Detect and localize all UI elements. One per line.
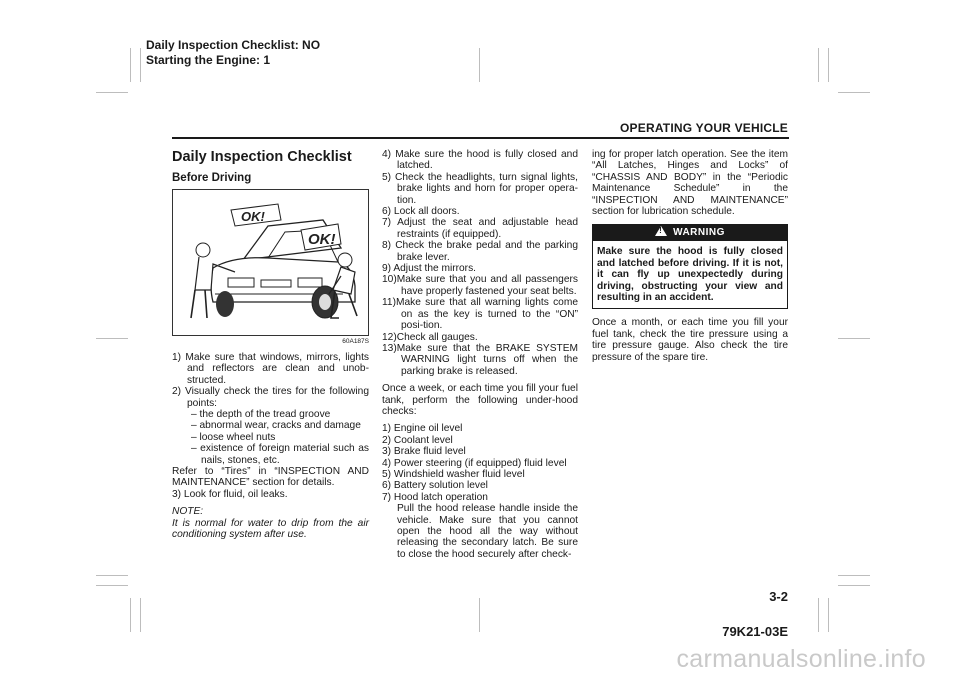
inspection-illustration [172,189,369,336]
crop-mark [838,575,870,576]
page-number: 3-2 [769,589,788,604]
ok-bubble-2: OK! [308,231,336,248]
crop-mark [140,48,141,82]
crop-mark [838,92,870,93]
list-item: 13)Make sure that the BRAKE SYSTEM WARNING light turns off when the parking brake is released. [382,342,578,377]
list-item: 12)Check all gauges. [382,331,478,343]
sub-item: – existence of foreign material such as nails, stones, etc. [191,443,369,466]
list-item: 7) Adjust the seat and adjustable head restraints (if equipped). [382,217,578,240]
car-inspection-drawing [173,190,368,335]
crop-mark [818,48,819,82]
warning-box [592,224,788,309]
crop-mark [818,598,819,632]
sub-item: – abnormal wear, cracks and damage [191,420,361,432]
list-item: 9) Adjust the mirrors. [382,263,476,275]
page-title: Daily Inspection Checklist [172,149,352,165]
warning-triangle-icon [655,226,667,236]
section-title: OPERATING YOUR VEHICLE [620,121,788,135]
list-item: 11)Make sure that all warning lights come on as the key is turned to the “ON” posi-tion. [382,297,578,332]
check-item: 6) Battery solution level [382,480,488,492]
monthly-text: Once a month, or each time you fill your fuel tank, check the tire pressure using a tire pressure gauge. Also check the tire pressure of the spare tire. [592,317,788,363]
header-rule [172,137,789,139]
crop-mark [96,338,128,339]
list-item: 3) Look for fluid, oil leaks. [172,488,288,500]
document-code: 79K21-03E [722,624,788,639]
weekly-intro: Once a week, or each time you fill your fuel tank, perform the following under-hood checks: [382,383,578,417]
list-item: 5) Check the headlights, turn signal lights, brake lights and horn for proper opera-tion. [382,171,578,206]
crop-mark [838,585,870,586]
check-item: 7) Hood latch operation [382,491,488,503]
continuation-text: ing for proper latch operation. See the item “All Latches, Hinges and Locks” of “CHASSIS AND BODY” in the “Periodic Maintenance Schedule” in the “INSPECTION AND MAINTENANCE” section for lubrication schedule. [592,149,788,218]
sub-item: – the depth of the tread groove [191,409,331,421]
warning-header: !WARNING [593,225,787,241]
check-item: 3) Brake fluid level [382,446,466,458]
warning-text: Make sure the hood is fully closed and latched before driving. If it is not, it can fly up unexpectedly during driving, obstructing your view and resulting in an accident. [597,246,783,304]
list-item: 10)Make sure that you and all passengers have properly fastened your seat belts. [382,274,578,297]
crop-mark [140,598,141,632]
crop-mark [828,48,829,82]
list-item: 4) Make sure the hood is fully closed and latched. [382,149,578,172]
crop-mark [96,575,128,576]
list-item: 2) Visually check the tires for the following points: [172,386,369,409]
list-item: 1) Make sure that windows, mirrors, lights and reflectors are clean and unob-structed. [172,352,369,386]
watermark-text: carmanualsonline.info [676,645,926,673]
refer-text: Refer to “Tires” in “INSPECTION AND MAINTENANCE” section for details. [172,466,369,489]
check-item: 5) Windshield washer fluid level [382,468,525,480]
sub-item: – loose wheel nuts [191,431,276,443]
column-2 [382,149,578,560]
figure-code: 60A187S [342,338,369,345]
list-item: 8) Check the brake pedal and the parking brake lever. [382,240,578,263]
check-item: 4) Power steering (if equipped) fluid level [382,457,567,469]
subtitle: Before Driving [172,172,252,184]
hood-latch-text: Pull the hood release handle inside the vehicle. Make sure that you cannot open the hood all the way without releasing the secondary latch. Be sure to close the hood securely after check- [397,503,578,560]
header-line-2: Starting the Engine: 1 [146,53,271,67]
column-1 [172,149,369,541]
crop-mark [838,338,870,339]
crop-mark [479,598,480,632]
note-label: NOTE: [172,506,204,518]
crop-mark [96,585,128,586]
check-item: 2) Coolant level [382,434,453,446]
crop-mark [130,598,131,632]
ok-bubble-1: OK! [241,209,265,224]
check-item: 1) Engine oil level [382,423,463,435]
crop-mark [479,48,480,82]
crop-mark [96,92,128,93]
note-text: It is normal for water to drip from the air conditioning system after use. [172,517,369,541]
crop-mark [828,598,829,632]
list-item: 6) Lock all doors. [382,206,460,218]
column-3 [592,149,788,363]
crop-mark [130,48,131,82]
header-line-1: Daily Inspection Checklist: NO [146,38,321,52]
page-header-note [146,38,320,68]
